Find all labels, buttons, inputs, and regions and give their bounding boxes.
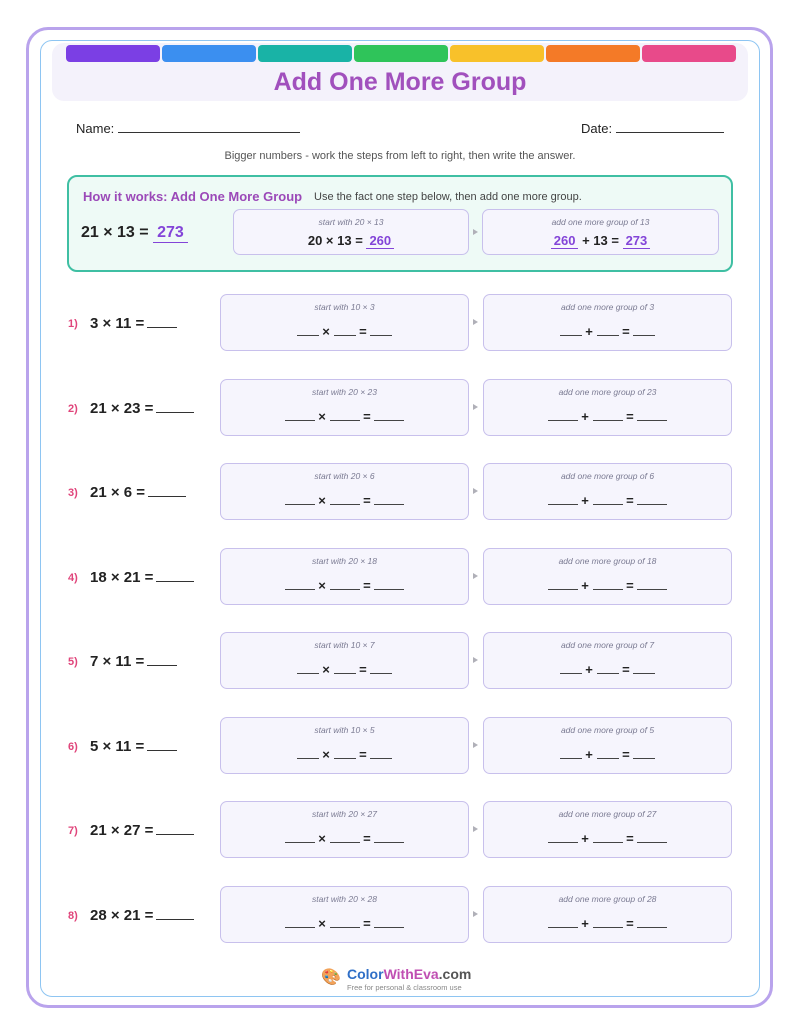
problem-number: 8) bbox=[68, 909, 78, 922]
step1-blank-a[interactable] bbox=[285, 411, 315, 421]
plus-sign: + bbox=[585, 324, 593, 339]
example-step2-caption: add one more group of 13 bbox=[551, 217, 650, 227]
brand-part3: .com bbox=[438, 966, 472, 982]
step1-equation bbox=[221, 831, 468, 846]
palette-icon: 🎨 bbox=[321, 969, 341, 986]
problem-answer-line[interactable] bbox=[156, 908, 194, 920]
problem-equation bbox=[90, 653, 177, 670]
problem-equation-text: 3 × 11 = bbox=[90, 315, 145, 332]
equals-sign: = bbox=[626, 577, 634, 593]
times-sign: × bbox=[318, 831, 326, 846]
step1-caption: start with 20 × 28 bbox=[312, 893, 377, 904]
step1-caption: start with 20 × 6 bbox=[314, 471, 375, 481]
step2-caption: add one more group of 5 bbox=[560, 724, 655, 735]
step1-equation bbox=[221, 493, 468, 508]
plus-sign: + bbox=[581, 915, 589, 931]
step2-blank-result[interactable] bbox=[637, 918, 667, 928]
example-equation bbox=[81, 224, 188, 243]
problem-number: 3) bbox=[68, 487, 78, 499]
problem-equation bbox=[90, 400, 194, 417]
step1-equation bbox=[221, 324, 468, 339]
step2-blank-group[interactable] bbox=[593, 918, 623, 928]
problem-equation-text: 5 × 11 = bbox=[90, 737, 145, 755]
step2-blank-group[interactable] bbox=[593, 495, 623, 505]
plus-sign: + bbox=[581, 408, 589, 424]
equals-sign: = bbox=[622, 662, 630, 677]
times-sign: × bbox=[322, 662, 330, 677]
step2-box bbox=[483, 379, 732, 436]
step1-blank-result[interactable] bbox=[374, 411, 404, 421]
step1-blank-a[interactable] bbox=[285, 833, 315, 843]
equals-sign: = bbox=[622, 324, 630, 339]
step2-equation bbox=[484, 578, 731, 593]
date-field[interactable] bbox=[581, 121, 724, 136]
step2-box bbox=[483, 463, 732, 520]
problem-equation-text: 18 × 21 = bbox=[90, 568, 154, 586]
step1-blank-a[interactable] bbox=[285, 495, 315, 505]
step1-box bbox=[220, 801, 469, 858]
times-sign: × bbox=[318, 408, 326, 424]
equals-sign: = bbox=[359, 324, 367, 339]
equals-sign: = bbox=[622, 746, 630, 762]
step2-equation bbox=[484, 662, 731, 677]
times-sign: × bbox=[318, 493, 326, 508]
step1-blank-result[interactable] bbox=[370, 749, 392, 759]
problem-number: 6) bbox=[68, 740, 78, 753]
step1-box bbox=[220, 463, 469, 520]
step2-box bbox=[483, 632, 732, 689]
equals-sign: = bbox=[363, 493, 371, 508]
step1-blank-b[interactable] bbox=[334, 749, 356, 759]
example-answer: 273 bbox=[153, 224, 188, 243]
step1-blank-result[interactable] bbox=[374, 495, 404, 505]
rainbow-segment bbox=[546, 45, 640, 62]
step1-blank-b[interactable] bbox=[330, 580, 360, 590]
plus-sign: + bbox=[585, 662, 593, 677]
problem-equation-text: 21 × 27 = bbox=[90, 822, 154, 839]
step1-blank-b[interactable] bbox=[330, 833, 360, 843]
problem-number: 1) bbox=[68, 318, 78, 330]
step1-caption: start with 10 × 7 bbox=[314, 640, 375, 650]
step2-caption: add one more group of 27 bbox=[558, 809, 657, 819]
problem-number: 5) bbox=[68, 656, 78, 668]
plus-sign: + bbox=[585, 746, 593, 762]
rainbow-bar bbox=[66, 45, 736, 62]
equals-sign: = bbox=[363, 915, 371, 931]
equals-sign: = bbox=[359, 746, 367, 762]
arrow-right-icon bbox=[473, 657, 478, 663]
step1-blank-result[interactable] bbox=[374, 833, 404, 843]
step2-blank-prev[interactable] bbox=[560, 664, 582, 674]
step2-equation bbox=[484, 324, 731, 339]
step2-box bbox=[483, 294, 732, 351]
step1-box bbox=[220, 379, 469, 436]
brand-part1: Color bbox=[347, 966, 384, 982]
problem-number: 4) bbox=[68, 571, 78, 584]
problem-answer-line[interactable] bbox=[147, 654, 177, 666]
step1-blank-result[interactable] bbox=[370, 326, 392, 336]
equals-sign: = bbox=[363, 831, 371, 846]
step2-equation bbox=[484, 747, 731, 762]
step2-blank-prev[interactable] bbox=[560, 326, 582, 336]
step1-caption: start with 20 × 27 bbox=[312, 809, 377, 819]
equals-sign: = bbox=[626, 831, 634, 846]
problem-answer-line[interactable] bbox=[156, 570, 194, 582]
arrow-right-icon bbox=[473, 742, 478, 748]
step2-box bbox=[483, 717, 732, 774]
times-sign: × bbox=[322, 746, 330, 762]
step1-blank-a[interactable] bbox=[285, 918, 315, 928]
step2-caption: add one more group of 3 bbox=[560, 302, 655, 312]
example-step1-box bbox=[233, 209, 469, 255]
problem-number: 7) bbox=[68, 825, 78, 837]
problem-answer-line[interactable] bbox=[147, 739, 177, 751]
problem-answer-line[interactable] bbox=[156, 401, 194, 413]
step2-blank-result[interactable] bbox=[637, 580, 667, 590]
step2-blank-prev[interactable] bbox=[548, 580, 578, 590]
step2-blank-prev[interactable] bbox=[548, 495, 578, 505]
step1-blank-b[interactable] bbox=[330, 495, 360, 505]
problem-equation-text: 7 × 11 = bbox=[90, 653, 145, 670]
example-equation-text: 21 × 13 = bbox=[81, 224, 149, 241]
step2-box bbox=[483, 801, 732, 858]
arrow-right-icon bbox=[473, 319, 478, 325]
step2-caption: add one more group of 6 bbox=[560, 471, 655, 481]
step2-blank-prev[interactable] bbox=[548, 918, 578, 928]
step1-blank-a[interactable] bbox=[297, 749, 319, 759]
step1-caption: start with 20 × 18 bbox=[312, 555, 377, 566]
step1-blank-b[interactable] bbox=[330, 918, 360, 928]
step1-caption: start with 10 × 3 bbox=[314, 302, 375, 312]
step1-blank-b[interactable] bbox=[334, 664, 356, 674]
step1-equation bbox=[221, 662, 468, 677]
arrow-right-icon bbox=[473, 488, 478, 494]
name-line[interactable] bbox=[118, 123, 300, 133]
step2-equation bbox=[484, 831, 731, 846]
how-it-works-subtitle: Use the fact one step below, then add one more group. bbox=[314, 191, 582, 203]
step2-blank-group[interactable] bbox=[597, 664, 619, 674]
problem-answer-line[interactable] bbox=[148, 485, 186, 497]
equals-sign: = bbox=[626, 915, 634, 931]
step1-blank-a[interactable] bbox=[297, 326, 319, 336]
step1-caption: start with 10 × 5 bbox=[314, 724, 375, 735]
arrow-right-icon bbox=[473, 229, 478, 235]
example-step1-equation bbox=[234, 233, 468, 249]
step2-blank-result[interactable] bbox=[633, 326, 655, 336]
step2-blank-result[interactable] bbox=[637, 833, 667, 843]
arrow-right-icon bbox=[473, 911, 478, 917]
step1-blank-b[interactable] bbox=[334, 326, 356, 336]
times-sign: × bbox=[318, 577, 326, 593]
times-sign: × bbox=[322, 324, 330, 339]
equals-sign: = bbox=[359, 662, 367, 677]
arrow-right-icon bbox=[473, 826, 478, 832]
step1-box bbox=[220, 632, 469, 689]
step1-box bbox=[220, 717, 469, 774]
rainbow-segment bbox=[354, 45, 448, 62]
example-step2-equation bbox=[483, 233, 718, 249]
rainbow-segment bbox=[450, 45, 544, 62]
step1-box bbox=[220, 294, 469, 351]
problem-equation bbox=[90, 822, 194, 839]
problem-equation-text: 21 × 6 = bbox=[90, 484, 146, 501]
brand-name bbox=[347, 966, 471, 982]
rainbow-segment bbox=[66, 45, 160, 62]
step1-blank-a[interactable] bbox=[297, 664, 319, 674]
step2-equation bbox=[484, 493, 731, 508]
step2-box bbox=[483, 886, 732, 943]
problem-equation bbox=[90, 315, 177, 332]
problem-equation bbox=[90, 484, 186, 501]
step1-blank-result[interactable] bbox=[374, 580, 404, 590]
instructions: Bigger numbers - work the steps from left to right, then write the answer. bbox=[224, 150, 576, 162]
step2-caption: add one more group of 7 bbox=[560, 640, 655, 650]
example-step2-answer: 273 bbox=[623, 233, 651, 249]
problem-answer-line[interactable] bbox=[156, 823, 194, 835]
rainbow-segment bbox=[162, 45, 256, 62]
brand-tagline: Free for personal & classroom use bbox=[347, 983, 462, 992]
step2-blank-group[interactable] bbox=[593, 411, 623, 421]
example-step2-prev: 260 bbox=[551, 233, 579, 249]
plus-sign: + bbox=[581, 831, 589, 846]
problem-equation-text: 28 × 21 = bbox=[90, 906, 154, 924]
example-step1-answer: 260 bbox=[366, 233, 394, 249]
step2-blank-result[interactable] bbox=[633, 749, 655, 759]
step1-blank-result[interactable] bbox=[370, 664, 392, 674]
step2-equation bbox=[484, 916, 731, 931]
plus-sign: + bbox=[581, 577, 589, 593]
step2-blank-group[interactable] bbox=[593, 833, 623, 843]
example-step1-caption: start with 20 × 13 bbox=[318, 217, 384, 227]
step2-equation bbox=[484, 409, 731, 424]
step2-blank-group[interactable] bbox=[593, 580, 623, 590]
step2-blank-prev[interactable] bbox=[548, 411, 578, 421]
step2-blank-result[interactable] bbox=[637, 495, 667, 505]
step1-equation bbox=[221, 916, 468, 931]
step1-box bbox=[220, 548, 469, 605]
step1-blank-a[interactable] bbox=[285, 580, 315, 590]
step2-blank-prev[interactable] bbox=[560, 749, 582, 759]
brand-part2: WithEva bbox=[383, 966, 439, 982]
step2-caption: add one more group of 28 bbox=[558, 893, 657, 904]
step2-blank-group[interactable] bbox=[597, 326, 619, 336]
date-label: Date: bbox=[581, 121, 613, 136]
step1-equation bbox=[221, 747, 468, 762]
step1-blank-b[interactable] bbox=[330, 411, 360, 421]
problem-number: 2) bbox=[68, 402, 78, 415]
rainbow-segment bbox=[642, 45, 736, 62]
equals-sign: = bbox=[363, 577, 371, 593]
page-title: Add One More Group bbox=[273, 68, 527, 96]
step2-blank-group[interactable] bbox=[597, 749, 619, 759]
step2-box bbox=[483, 548, 732, 605]
step1-equation bbox=[221, 578, 468, 593]
times-sign: × bbox=[318, 915, 326, 931]
rainbow-segment bbox=[258, 45, 352, 62]
example-step2-box bbox=[482, 209, 719, 255]
plus-sign: + bbox=[581, 493, 589, 508]
problem-equation bbox=[90, 569, 194, 586]
name-field[interactable] bbox=[76, 121, 300, 136]
step1-blank-result[interactable] bbox=[374, 918, 404, 928]
problem-equation bbox=[90, 907, 194, 924]
equals-sign: = bbox=[363, 408, 371, 424]
problem-answer-line[interactable] bbox=[147, 316, 177, 328]
step2-caption: add one more group of 18 bbox=[558, 555, 657, 566]
step1-box bbox=[220, 886, 469, 943]
arrow-right-icon bbox=[473, 573, 478, 579]
date-line[interactable] bbox=[616, 123, 724, 133]
problem-equation-text: 21 × 23 = bbox=[90, 399, 154, 417]
step2-caption: add one more group of 23 bbox=[558, 386, 657, 397]
name-label: Name: bbox=[76, 121, 115, 136]
step1-equation bbox=[221, 409, 468, 424]
how-it-works-title: How it works: Add One More Group bbox=[83, 189, 303, 204]
step2-blank-prev[interactable] bbox=[548, 833, 578, 843]
step2-blank-result[interactable] bbox=[637, 411, 667, 421]
problem-equation bbox=[90, 738, 177, 755]
example-step2-text: + 13 = bbox=[582, 233, 619, 248]
arrow-right-icon bbox=[473, 404, 478, 410]
equals-sign: = bbox=[626, 408, 634, 424]
example-step1-text: 20 × 13 = bbox=[307, 233, 363, 248]
equals-sign: = bbox=[626, 493, 634, 508]
step2-blank-result[interactable] bbox=[633, 664, 655, 674]
step1-caption: start with 20 × 23 bbox=[312, 386, 377, 397]
